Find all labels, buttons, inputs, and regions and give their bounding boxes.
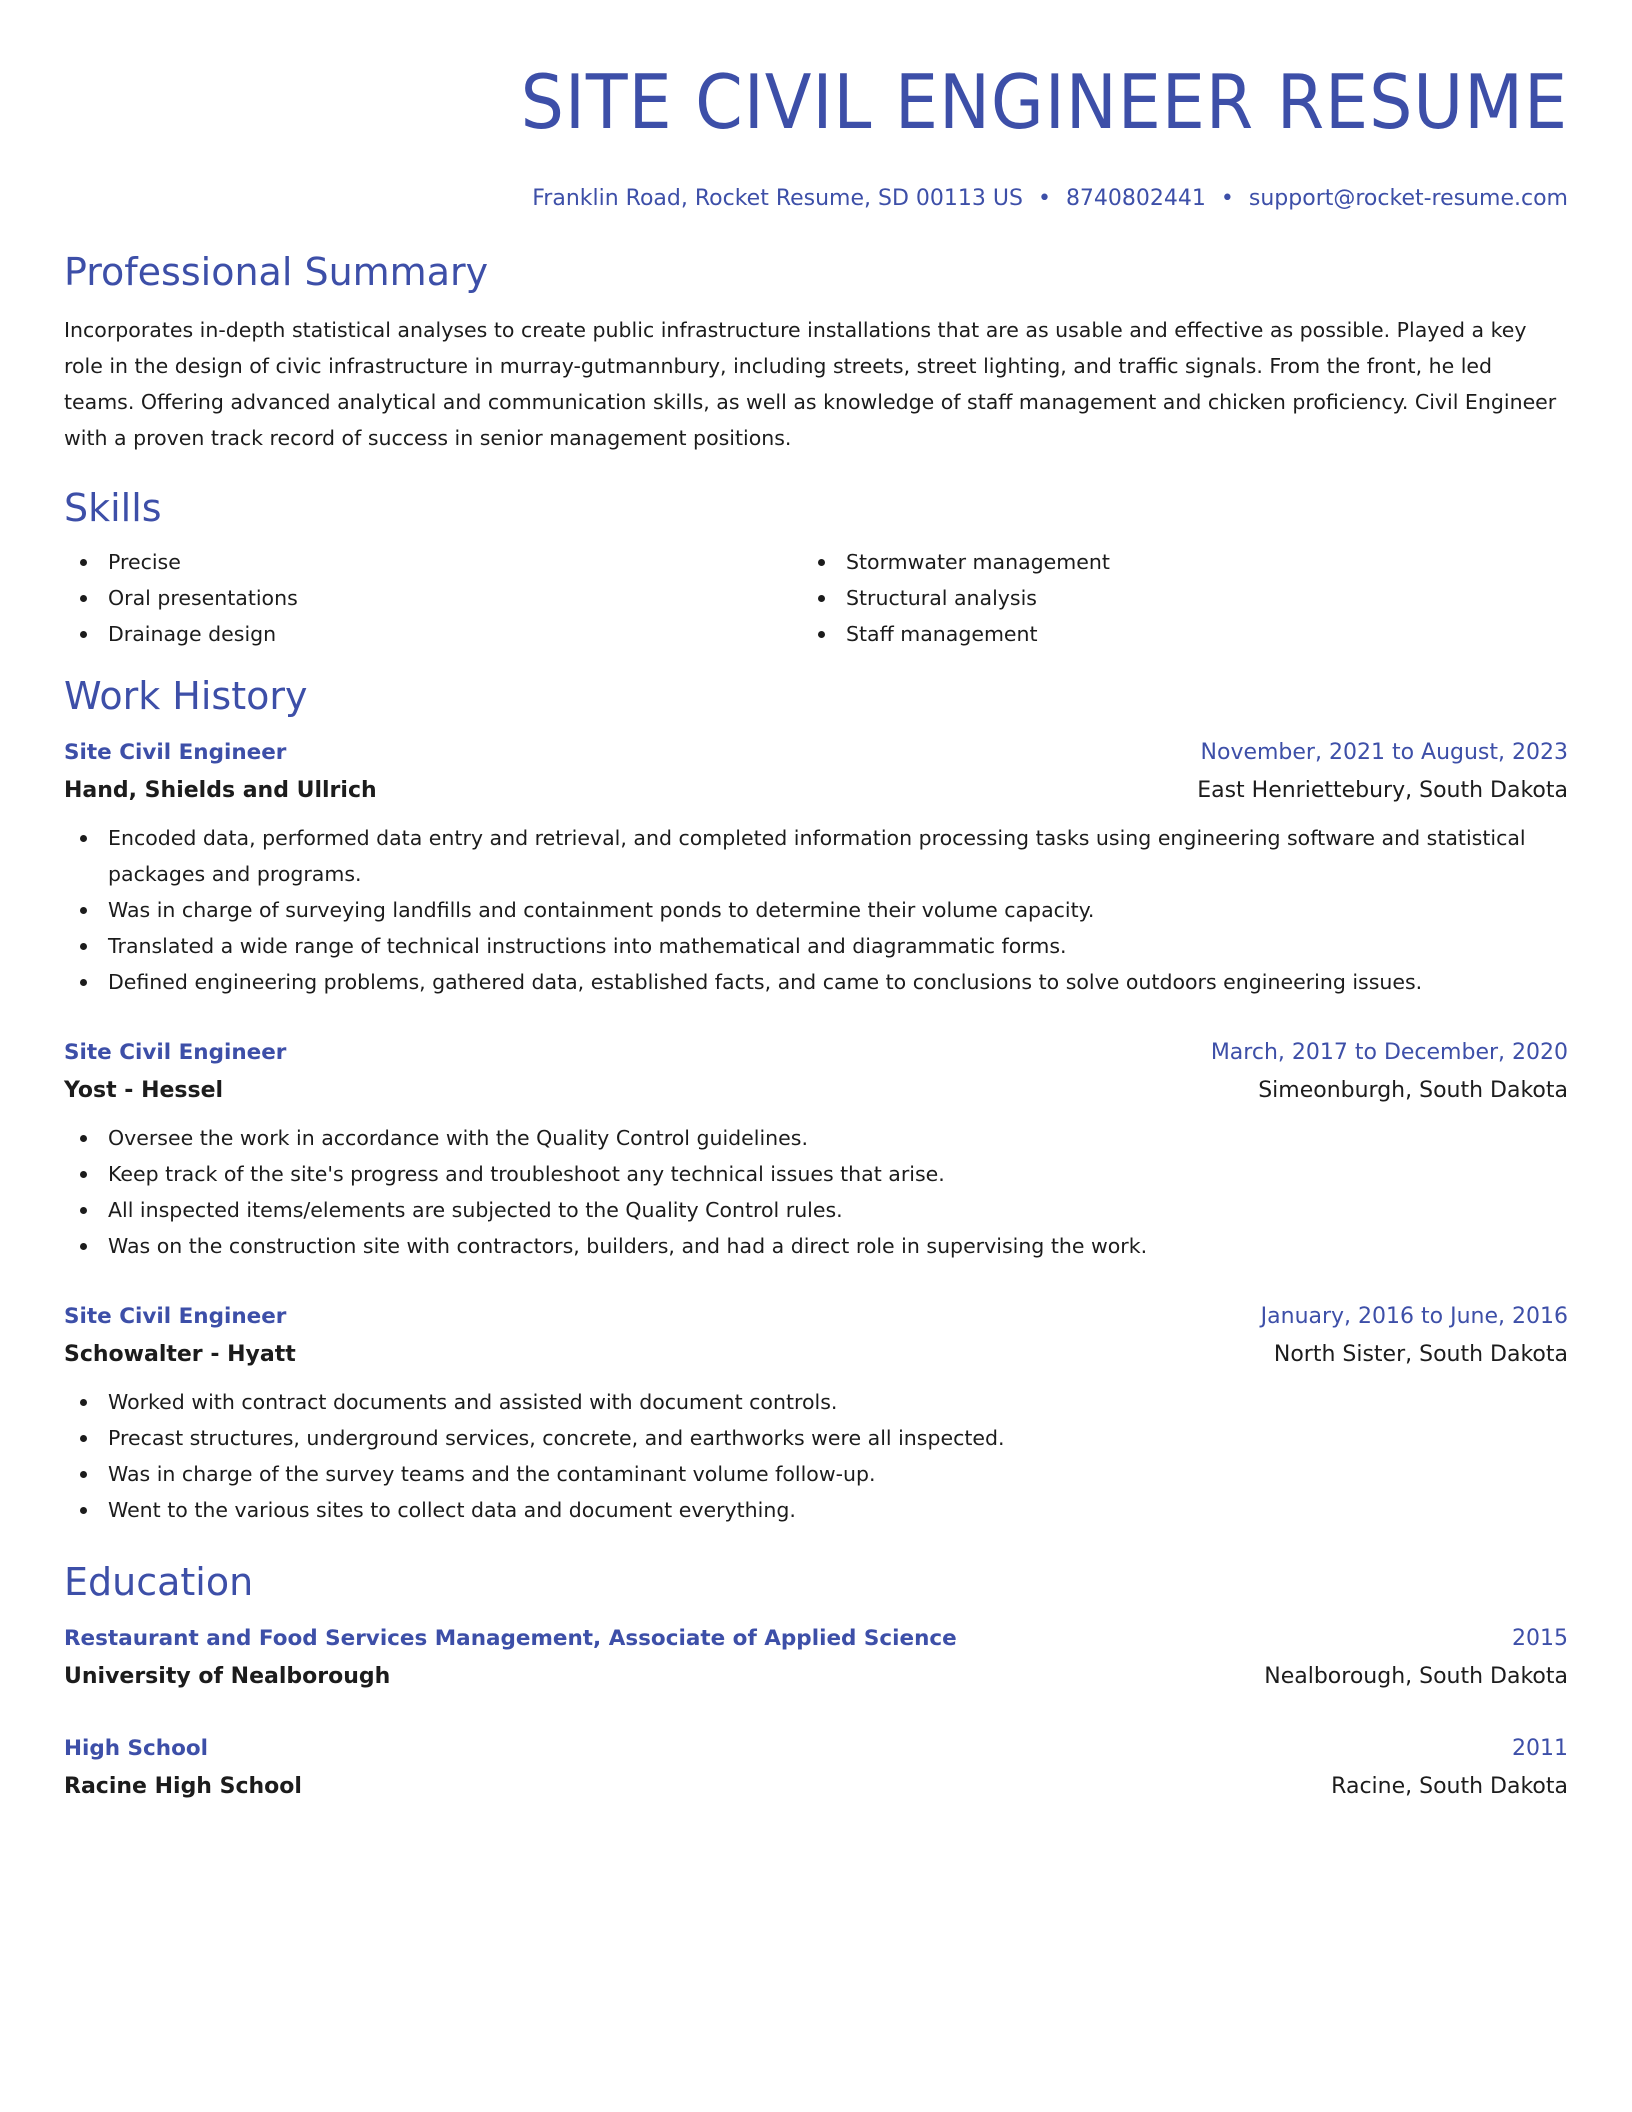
job-entry: [64, 1300, 1568, 1528]
job-title: Site Civil Engineer: [64, 740, 287, 765]
summary-heading: Professional Summary: [64, 250, 489, 294]
job-dates: March, 2017 to December, 2020: [1210, 1040, 1568, 1065]
job-entry: [64, 736, 1568, 1000]
job-bullet: Was in charge of the survey teams and the contaminant volume follow-up.: [64, 1456, 1568, 1492]
job-company: Hand, Shields and Ullrich: [64, 778, 377, 803]
job-title: Site Civil Engineer: [64, 1040, 287, 1065]
skill-item: Structural analysis: [802, 580, 1540, 616]
job-bullet: Worked with contract documents and assisted with document controls.: [64, 1384, 1568, 1420]
job-bullets: [64, 1384, 1568, 1528]
job-bullet: Defined engineering problems, gathered data, established facts, and came to conclusions to solve outdoors engineering issues.: [64, 964, 1568, 1000]
skill-item: Staff management: [802, 616, 1540, 652]
contact-email[interactable]: support@rocket-resume.com: [1248, 186, 1568, 211]
job-bullet: Translated a wide range of technical instructions into mathematical and diagrammatic forms.: [64, 928, 1568, 964]
skills-list: [64, 544, 1568, 652]
skills-column-left: [64, 544, 802, 652]
job-dates: January, 2016 to June, 2016: [1260, 1304, 1568, 1329]
job-company: Yost - Hessel: [64, 1078, 224, 1103]
education-school: University of Nealborough: [64, 1664, 391, 1689]
contact-address: Franklin Road, Rocket Resume, SD 00113 US: [532, 186, 1023, 211]
skills-heading: Skills: [64, 486, 162, 530]
job-bullets: [64, 820, 1568, 1000]
education-year: 2015: [1512, 1626, 1568, 1651]
job-dates: November, 2021 to August, 2023: [1200, 740, 1568, 765]
contact-separator: •: [1037, 186, 1051, 211]
education-year: 2011: [1512, 1736, 1568, 1761]
job-location: North Sister, South Dakota: [1273, 1342, 1568, 1367]
job-bullet: Was on the construction site with contractors, builders, and had a direct role in supervising the work.: [64, 1228, 1568, 1264]
skill-item: Stormwater management: [802, 544, 1540, 580]
job-entry: [64, 1036, 1568, 1264]
job-bullet: Keep track of the site's progress and troubleshoot any technical issues that arise.: [64, 1156, 1568, 1192]
job-company: Schowalter - Hyatt: [64, 1342, 296, 1367]
job-bullet: Went to the various sites to collect data and document everything.: [64, 1492, 1568, 1528]
job-bullet: Encoded data, performed data entry and retrieval, and completed information processing tasks using engineering software and statistical packages and programs.: [64, 820, 1568, 892]
job-bullet: Precast structures, underground services, concrete, and earthworks were all inspected.: [64, 1420, 1568, 1456]
skill-item: Oral presentations: [64, 580, 802, 616]
job-bullet: Oversee the work in accordance with the Quality Control guidelines.: [64, 1120, 1568, 1156]
contact-line: [64, 184, 1568, 214]
resume-title: SITE CIVIL ENGINEER RESUME: [520, 58, 1568, 146]
education-degree: Restaurant and Food Services Management, Associate of Applied Science: [64, 1626, 957, 1651]
skill-item: Drainage design: [64, 616, 802, 652]
contact-separator: •: [1220, 186, 1234, 211]
education-location: Nealborough, South Dakota: [1264, 1664, 1568, 1689]
education-location: Racine, South Dakota: [1331, 1774, 1568, 1799]
job-bullet: All inspected items/elements are subjected to the Quality Control rules.: [64, 1192, 1568, 1228]
education-entry: [64, 1732, 1568, 1804]
skill-item: Precise: [64, 544, 802, 580]
work-history-heading: Work History: [64, 674, 308, 718]
job-bullets: [64, 1120, 1568, 1264]
summary-text: Incorporates in-depth statistical analyses to create public infrastructure installations that are as usable and effective as possible. Played a key role in the design of civic infrastructure in murray-gutmannbury, including streets, street lighting, and traffic signals. From the front, he led teams. Offering advanced analytical and communication skills, as well as knowledge of staff management and chicken proficiency. Civil Engineer with a proven track record of success in senior management positions.: [64, 318, 1557, 450]
education-heading: Education: [64, 1560, 254, 1604]
education-entry: [64, 1622, 1568, 1694]
job-location: Simeonburgh, South Dakota: [1258, 1078, 1568, 1103]
job-title: Site Civil Engineer: [64, 1304, 287, 1329]
resume-page: [64, 0, 1568, 1804]
contact-phone: 8740802441: [1065, 186, 1206, 211]
education-school: Racine High School: [64, 1774, 302, 1799]
job-location: East Henriettebury, South Dakota: [1197, 778, 1568, 803]
skills-column-right: [802, 544, 1540, 652]
job-bullet: Was in charge of surveying landfills and containment ponds to determine their volume capacity.: [64, 892, 1568, 928]
education-degree: High School: [64, 1736, 208, 1761]
